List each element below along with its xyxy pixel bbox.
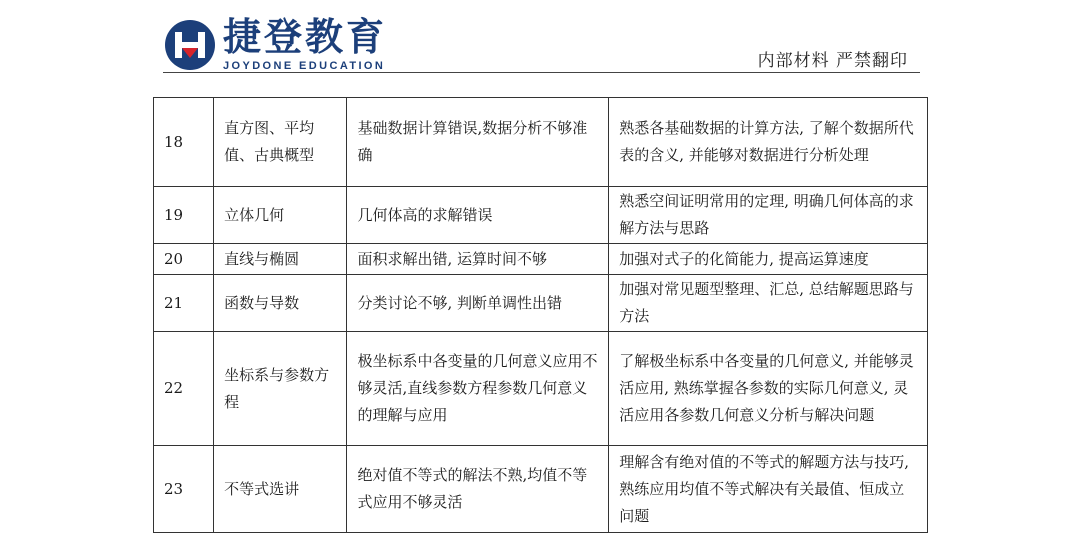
topic-cell: 不等式选讲: [214, 446, 347, 533]
header-divider: [163, 72, 920, 73]
topic-cell: 立体几何: [214, 187, 347, 244]
topic-cell: 直方图、平均值、古典概型: [214, 98, 347, 187]
issue-cell: 面积求解出错, 运算时间不够: [347, 244, 609, 275]
brand-name-cn: 捷登教育: [223, 15, 388, 59]
brand-logo: [163, 16, 387, 72]
table-row: [154, 446, 928, 533]
error-analysis-table: [153, 97, 928, 533]
issue-cell: 基础数据计算错误,数据分析不够准确: [347, 98, 609, 187]
question-number: 23: [154, 446, 214, 533]
plan-cell: 了解极坐标系中各变量的几何意义, 并能够灵活应用, 熟练掌握各参数的实际几何意义, 灵活应用各参数几何意义分析与解决问题: [609, 332, 928, 446]
table-row: [154, 98, 928, 187]
brand-name-en: JOYDONE EDUCATION: [223, 60, 386, 72]
question-number: 20: [154, 244, 214, 275]
table-row: [154, 332, 928, 446]
topic-cell: 函数与导数: [214, 275, 347, 332]
table-row: [154, 244, 928, 275]
question-number: 22: [154, 332, 214, 446]
issue-cell: 绝对值不等式的解法不熟,均值不等式应用不够灵活: [347, 446, 609, 533]
internal-use-notice: 内部材料 严禁翻印: [757, 51, 908, 71]
table-row: [154, 187, 928, 244]
question-number: 19: [154, 187, 214, 244]
issue-cell: 几何体高的求解错误: [347, 187, 609, 244]
question-number: 18: [154, 98, 214, 187]
plan-cell: 熟悉空间证明常用的定理, 明确几何体高的求解方法与思路: [609, 187, 928, 244]
plan-cell: 加强对常见题型整理、汇总, 总结解题思路与方法: [609, 275, 928, 332]
question-number: 21: [154, 275, 214, 332]
brand-emblem-icon: [163, 18, 217, 72]
topic-cell: 直线与椭圆: [214, 244, 347, 275]
table-row: [154, 275, 928, 332]
plan-cell: 熟悉各基础数据的计算方法, 了解个数据所代表的含义, 并能够对数据进行分析处理: [609, 98, 928, 187]
issue-cell: 分类讨论不够, 判断单调性出错: [347, 275, 609, 332]
topic-cell: 坐标系与参数方程: [214, 332, 347, 446]
issue-cell: 极坐标系中各变量的几何意义应用不够灵活,直线参数方程参数几何意义的理解与应用: [347, 332, 609, 446]
plan-cell: 理解含有绝对值的不等式的解题方法与技巧, 熟练应用均值不等式解决有关最值、恒成立问题: [609, 446, 928, 533]
plan-cell: 加强对式子的化简能力, 提高运算速度: [609, 244, 928, 275]
